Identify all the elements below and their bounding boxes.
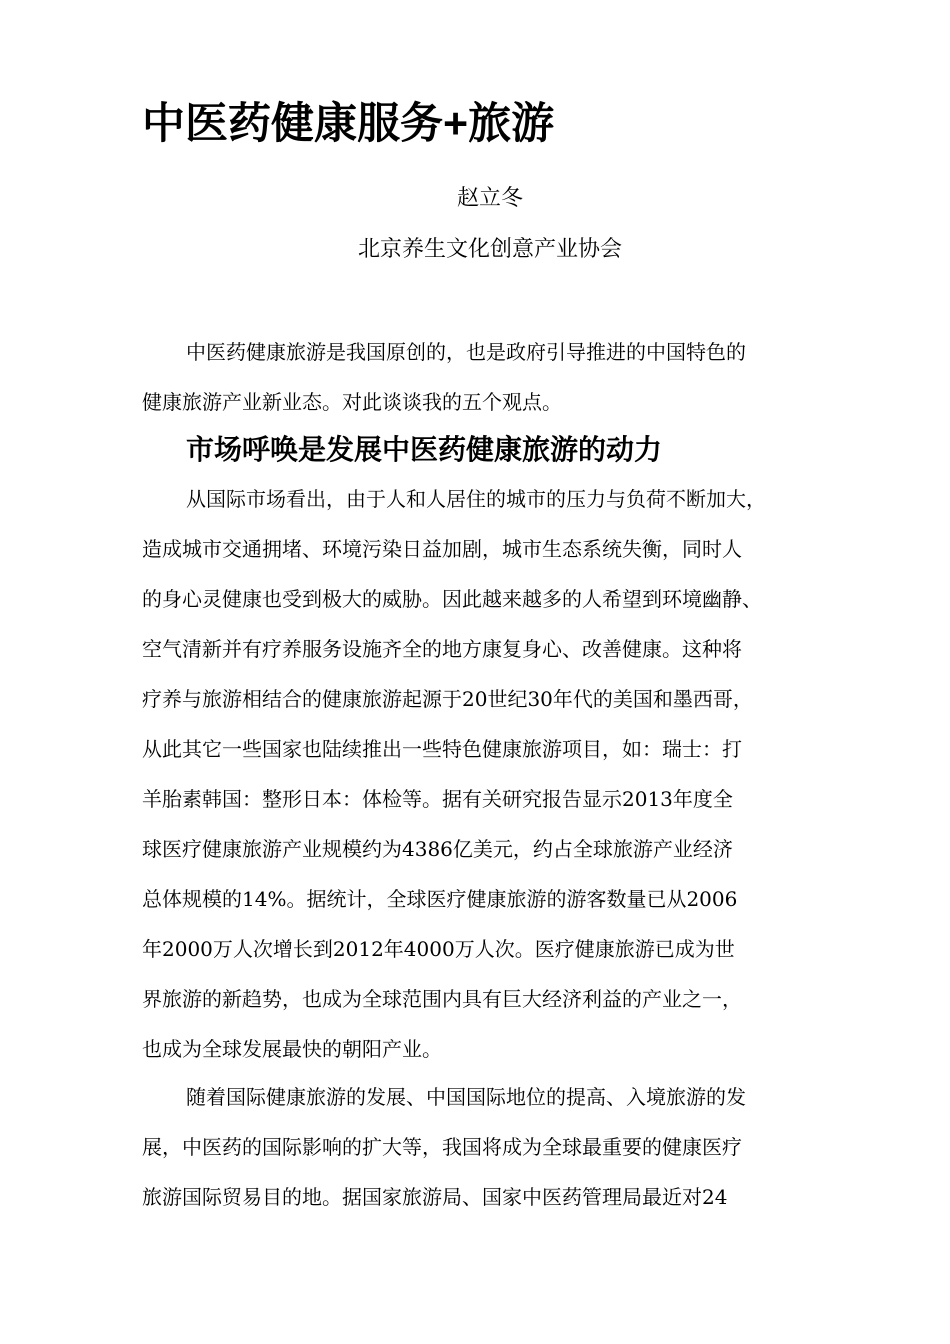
author-name: 赵立冬 xyxy=(456,186,523,211)
paragraph-line: 界旅游的新趋势，也成为全球范围内具有巨大经济利益的产业之一， xyxy=(142,987,742,1011)
paragraph-line: 从此其它一些国家也陆续推出一些特色健康旅游项目，如：瑞士：打 xyxy=(142,737,742,761)
paragraph-line: 疗养与旅游相结合的健康旅游起源于20世纪30年代的美国和墨西哥， xyxy=(142,687,753,711)
paragraph-line: 从国际市场看出，由于人和人居住的城市的压力与负荷不断加大， xyxy=(186,487,766,511)
paragraph-line: 旅游国际贸易目的地。据国家旅游局、国家中医药管理局最近对24 xyxy=(142,1185,728,1209)
section-heading: 市场呼唤是发展中医药健康旅游的动力 xyxy=(186,433,663,466)
paragraph-line: 年2000万人次增长到2012年4000万人次。医疗健康旅游已成为世 xyxy=(142,937,735,961)
body-paragraph-2 xyxy=(142,1083,842,1233)
paragraph-line: 羊胎素韩国：整形日本：体检等。据有关研究报告显示2013年度全 xyxy=(142,787,733,811)
paragraph-line: 的身心灵健康也受到极大的威胁。因此越来越多的人希望到环境幽静、 xyxy=(142,587,762,611)
paragraph-line: 展，中医药的国际影响的扩大等，我国将成为全球最重要的健康医疗 xyxy=(142,1135,742,1159)
body-paragraph-1 xyxy=(142,485,842,1085)
paragraph-line: 总体规模的14%。据统计，全球医疗健康旅游的游客数量已从2006 xyxy=(142,887,738,911)
paragraph-line: 也成为全球发展最快的朝阳产业。 xyxy=(142,1037,442,1061)
paragraph-line: 造成城市交通拥堵、环境污染日益加剧，城市生态系统失衡，同时人 xyxy=(142,537,742,561)
intro-paragraph xyxy=(142,338,842,438)
document-title: 中医药健康服务+旅游 xyxy=(142,100,555,148)
paragraph-line: 空气清新并有疗养服务设施齐全的地方康复身心、改善健康。这种将 xyxy=(142,637,742,661)
paragraph-line: 球医疗健康旅游产业规模约为4386亿美元，约占全球旅游产业经济 xyxy=(142,837,733,861)
paragraph-line: 中医药健康旅游是我国原创的，也是政府引导推进的中国特色的 xyxy=(186,340,746,364)
author-organization: 北京养生文化创意产业协会 xyxy=(357,237,622,262)
paragraph-line: 健康旅游产业新业态。对此谈谈我的五个观点。 xyxy=(142,390,562,414)
paragraph-line: 随着国际健康旅游的发展、中国国际地位的提高、入境旅游的发 xyxy=(186,1085,746,1109)
